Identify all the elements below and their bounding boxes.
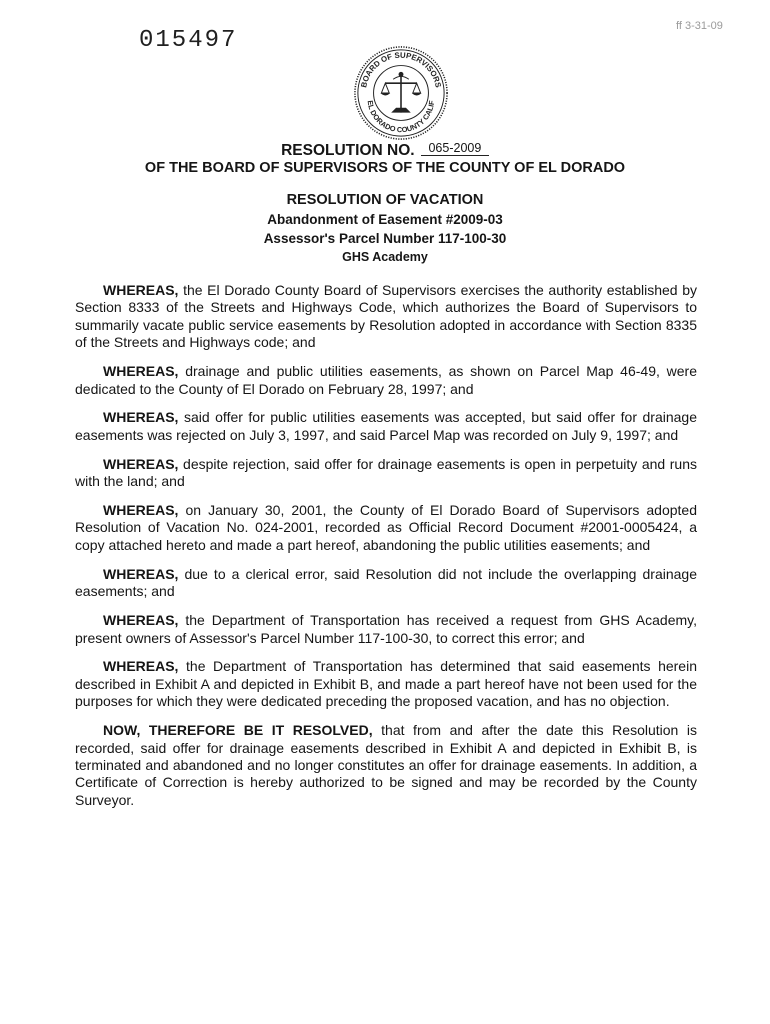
paragraph-text: on January 30, 2001, the County of El Dorado Board of Supervisors adopted Resolution of Vacation No. 024-2001, recorded as Official Record Document #2001-0005424, a copy attached hereto and made a part hereof, abandoning the public utilities easements; and: [75, 502, 697, 553]
paragraph: [75, 363, 697, 398]
paragraph: [75, 409, 697, 444]
paragraph-lead: WHEREAS,: [103, 658, 179, 675]
subtitle-parcel: Assessor's Parcel Number 117-100-30: [263, 231, 507, 246]
paragraph-text: due to a clerical error, said Resolution did not include the overlapping drainage easements; and: [75, 565, 697, 600]
paragraph-lead: NOW, THEREFORE BE IT RESOLVED,: [103, 722, 373, 739]
paragraph-lead: WHEREAS,: [103, 409, 179, 426]
svg-text:BOARD OF SUPERVISORS: BOARD OF SUPERVISORS: [359, 50, 443, 89]
paragraph: [75, 456, 697, 491]
paragraph-lead: WHEREAS,: [103, 455, 179, 472]
paragraph: [75, 502, 697, 554]
paragraph: [75, 722, 697, 809]
paragraph: [75, 282, 697, 352]
paragraph-text: the El Dorado County Board of Supervisors exercises the authority established by Section 8333 of the Streets and Highways Code, which authorizes the Board of Supervisors to summarily vacate public service easements by Resolution adopted in accordance with Section 8335 of the Streets and Highways code; and: [75, 282, 697, 351]
resolution-number: 065-2009: [421, 141, 489, 156]
paragraph: [75, 658, 697, 710]
svg-text:EL DORADO COUNTY CALIF: EL DORADO COUNTY CALIF: [365, 99, 437, 135]
subtitle-applicant: GHS Academy: [342, 250, 428, 264]
paragraph-text: despite rejection, said offer for drainage easements is open in perpetuity and runs with the land; and: [75, 455, 697, 490]
handwritten-mark: ff 3-31-09: [676, 20, 723, 32]
resolution-number-line: [0, 141, 770, 160]
county-seal-icon: [352, 44, 450, 142]
board-line: OF THE BOARD OF SUPERVISORS OF THE COUNTY OF EL DORADO: [144, 160, 626, 176]
resolution-body: [75, 282, 697, 821]
paragraph: [75, 566, 697, 601]
paragraph-lead: WHEREAS,: [103, 363, 179, 380]
subtitle-title: RESOLUTION OF VACATION: [286, 192, 484, 208]
subtitle-easement: Abandonment of Easement #2009-03: [267, 212, 503, 227]
paragraph-text: the Department of Transportation has received a request from GHS Academy, present owners of Assessor's Parcel Number 117-100-30, to correct this error; and: [75, 612, 697, 646]
paragraph-lead: WHEREAS,: [103, 565, 179, 582]
paragraph: [75, 612, 697, 647]
resolution-label: RESOLUTION NO.: [281, 142, 415, 159]
paragraph-text: the Department of Transportation has determined that said easements herein described in Exhibit A and depicted in Exhibit B, and made a part hereof have not been used for the purposes for which they were dedicated preceding the proposed vacation, and has no objection.: [75, 658, 697, 710]
paragraph-text: that from and after the date this Resolution is recorded, said offer for drainage easements described in Exhibit A and depicted in Exhibit B, is terminated and abandoned and no longer constitutes an offer for drainage easements. In addition, a Certificate of Correction is hereby authorized to be signed and may be recorded by the County Surveyor.: [75, 722, 697, 808]
paragraph-lead: WHEREAS,: [103, 612, 179, 629]
paragraph-text: said offer for public utilities easements was accepted, but said offer for drainage easements was rejected on July 3, 1997, and said Parcel Map was recorded on July 9, 1997; and: [75, 409, 697, 443]
paragraph-lead: WHEREAS,: [103, 282, 179, 298]
paragraph-text: drainage and public utilities easements, as shown on Parcel Map 46-49, were dedicated to the County of El Dorado on February 28, 1997; and: [75, 363, 697, 397]
paragraph-lead: WHEREAS,: [103, 502, 179, 519]
document-number: 015497: [139, 27, 238, 54]
